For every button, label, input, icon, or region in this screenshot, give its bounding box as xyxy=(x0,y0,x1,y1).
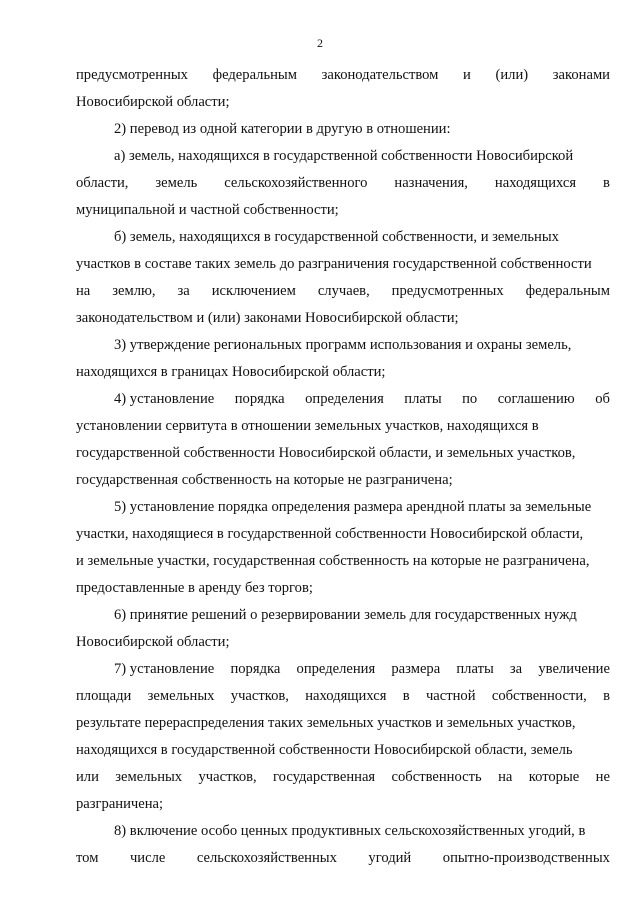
text-line: и земельные участки, государственная собственность на которые не разграничена, xyxy=(76,553,590,569)
word: назначения, xyxy=(394,175,468,191)
word: в xyxy=(603,175,610,191)
word: платы xyxy=(404,391,442,407)
word: или xyxy=(76,769,99,785)
word: предусмотренных xyxy=(76,67,188,83)
word: землю, xyxy=(112,283,156,299)
word: частной xyxy=(425,688,476,704)
word: угодий xyxy=(368,850,412,866)
word: федеральным xyxy=(212,67,297,83)
paragraph-item-8 xyxy=(76,818,610,872)
paragraph-item-2b xyxy=(76,224,610,332)
word: порядка xyxy=(230,661,281,677)
word: законодательством xyxy=(321,67,439,83)
word: порядка xyxy=(234,391,285,407)
document-body xyxy=(76,62,610,872)
text-line xyxy=(76,845,610,872)
text-line: разграничена; xyxy=(76,796,164,812)
word: на xyxy=(498,769,513,785)
word: размера xyxy=(391,661,441,677)
text-line: 5) установление порядка определения размера арендной платы за земельные xyxy=(114,499,592,515)
text-line: Новосибирской области; xyxy=(76,94,230,110)
word: исключением xyxy=(211,283,296,299)
word: собственности, xyxy=(491,688,587,704)
paragraph-item-6 xyxy=(76,602,610,656)
word: 4) установление xyxy=(114,391,215,407)
word: определения xyxy=(305,391,384,407)
word: участков, xyxy=(230,688,289,704)
word: участков, xyxy=(198,769,257,785)
word: по xyxy=(462,391,478,407)
word: об xyxy=(595,391,610,407)
text-line: государственной собственности Новосибирской области, и земельных участков, xyxy=(76,445,576,461)
text-line xyxy=(76,656,610,683)
paragraph-intro-continuation xyxy=(76,62,610,116)
word: законами xyxy=(552,67,610,83)
word: за xyxy=(177,283,190,299)
text-line xyxy=(76,170,610,197)
text-line: муниципальной и частной собственности; xyxy=(76,202,339,218)
word: сельскохозяйственных xyxy=(196,850,337,866)
word: и xyxy=(463,67,471,83)
text-line: 8) включение особо ценных продуктивных сельскохозяйственных угодий, в xyxy=(114,823,586,839)
word: опытно-производственных xyxy=(442,850,610,866)
word: 7) установление xyxy=(114,661,215,677)
word: федеральным xyxy=(525,283,610,299)
word: земель xyxy=(155,175,198,191)
word: земельных xyxy=(115,769,183,785)
paragraph-item-3 xyxy=(76,332,610,386)
word: случаев, xyxy=(317,283,370,299)
text-line: участки, находящиеся в государственной собственности Новосибирской области, xyxy=(76,526,584,542)
page-number: 2 xyxy=(317,36,323,50)
word: увеличение xyxy=(538,661,610,677)
text-line: находящихся в государственной собственности Новосибирской области, земель xyxy=(76,742,573,758)
paragraph-item-5 xyxy=(76,494,610,602)
text-line: законодательством и (или) законами Новосибирской области; xyxy=(76,310,459,326)
text-line: установлении сервитута в отношении земельных участков, находящихся в xyxy=(76,418,539,434)
text-line xyxy=(76,683,610,710)
word: за xyxy=(509,661,523,677)
word: в xyxy=(603,688,610,704)
paragraph-item-4 xyxy=(76,386,610,494)
text-line xyxy=(76,278,610,305)
paragraph-item-2a xyxy=(76,143,610,224)
word: области, xyxy=(76,175,129,191)
word: в xyxy=(402,688,410,704)
word: не xyxy=(595,769,610,785)
word: земельных xyxy=(147,688,215,704)
text-line: б) земель, находящихся в государственной собственности, и земельных xyxy=(114,229,559,245)
word: платы xyxy=(456,661,494,677)
word: собственность xyxy=(391,769,482,785)
word: (или) xyxy=(495,67,529,83)
word: предусмотренных xyxy=(391,283,504,299)
text-line: 2) перевод из одной категории в другую в отношении: xyxy=(114,121,451,137)
text-line: предоставленные в аренду без торгов; xyxy=(76,580,313,596)
text-line: Новосибирской области; xyxy=(76,634,230,650)
text-line: 6) принятие решений о резервировании земель для государственных нужд xyxy=(114,607,577,623)
word: на xyxy=(76,283,91,299)
word: соглашению xyxy=(497,391,575,407)
text-line: государственная собственность на которые не разграничена; xyxy=(76,472,453,488)
word: государственная xyxy=(273,769,376,785)
text-line: находящихся в границах Новосибирской области; xyxy=(76,364,386,380)
text-line xyxy=(76,764,610,791)
word: находящихся xyxy=(494,175,577,191)
word: находящихся xyxy=(305,688,387,704)
word: сельскохозяйственного xyxy=(224,175,368,191)
text-line: участков в составе таких земель до разграничения государственной собственности xyxy=(76,256,592,272)
paragraph-item-2 xyxy=(76,116,610,143)
word: числе xyxy=(129,850,166,866)
word: том xyxy=(76,850,99,866)
word: площади xyxy=(76,688,132,704)
text-line: а) земель, находящихся в государственной собственности Новосибирской xyxy=(114,148,574,164)
text-line: 3) утверждение региональных программ использования и охраны земель, xyxy=(114,337,572,353)
paragraph-item-7 xyxy=(76,656,610,818)
text-line xyxy=(76,62,610,89)
word: определения xyxy=(296,661,376,677)
word: которые xyxy=(528,769,580,785)
text-line xyxy=(76,386,610,413)
text-line: результате перераспределения таких земельных участков и земельных участков, xyxy=(76,715,576,731)
